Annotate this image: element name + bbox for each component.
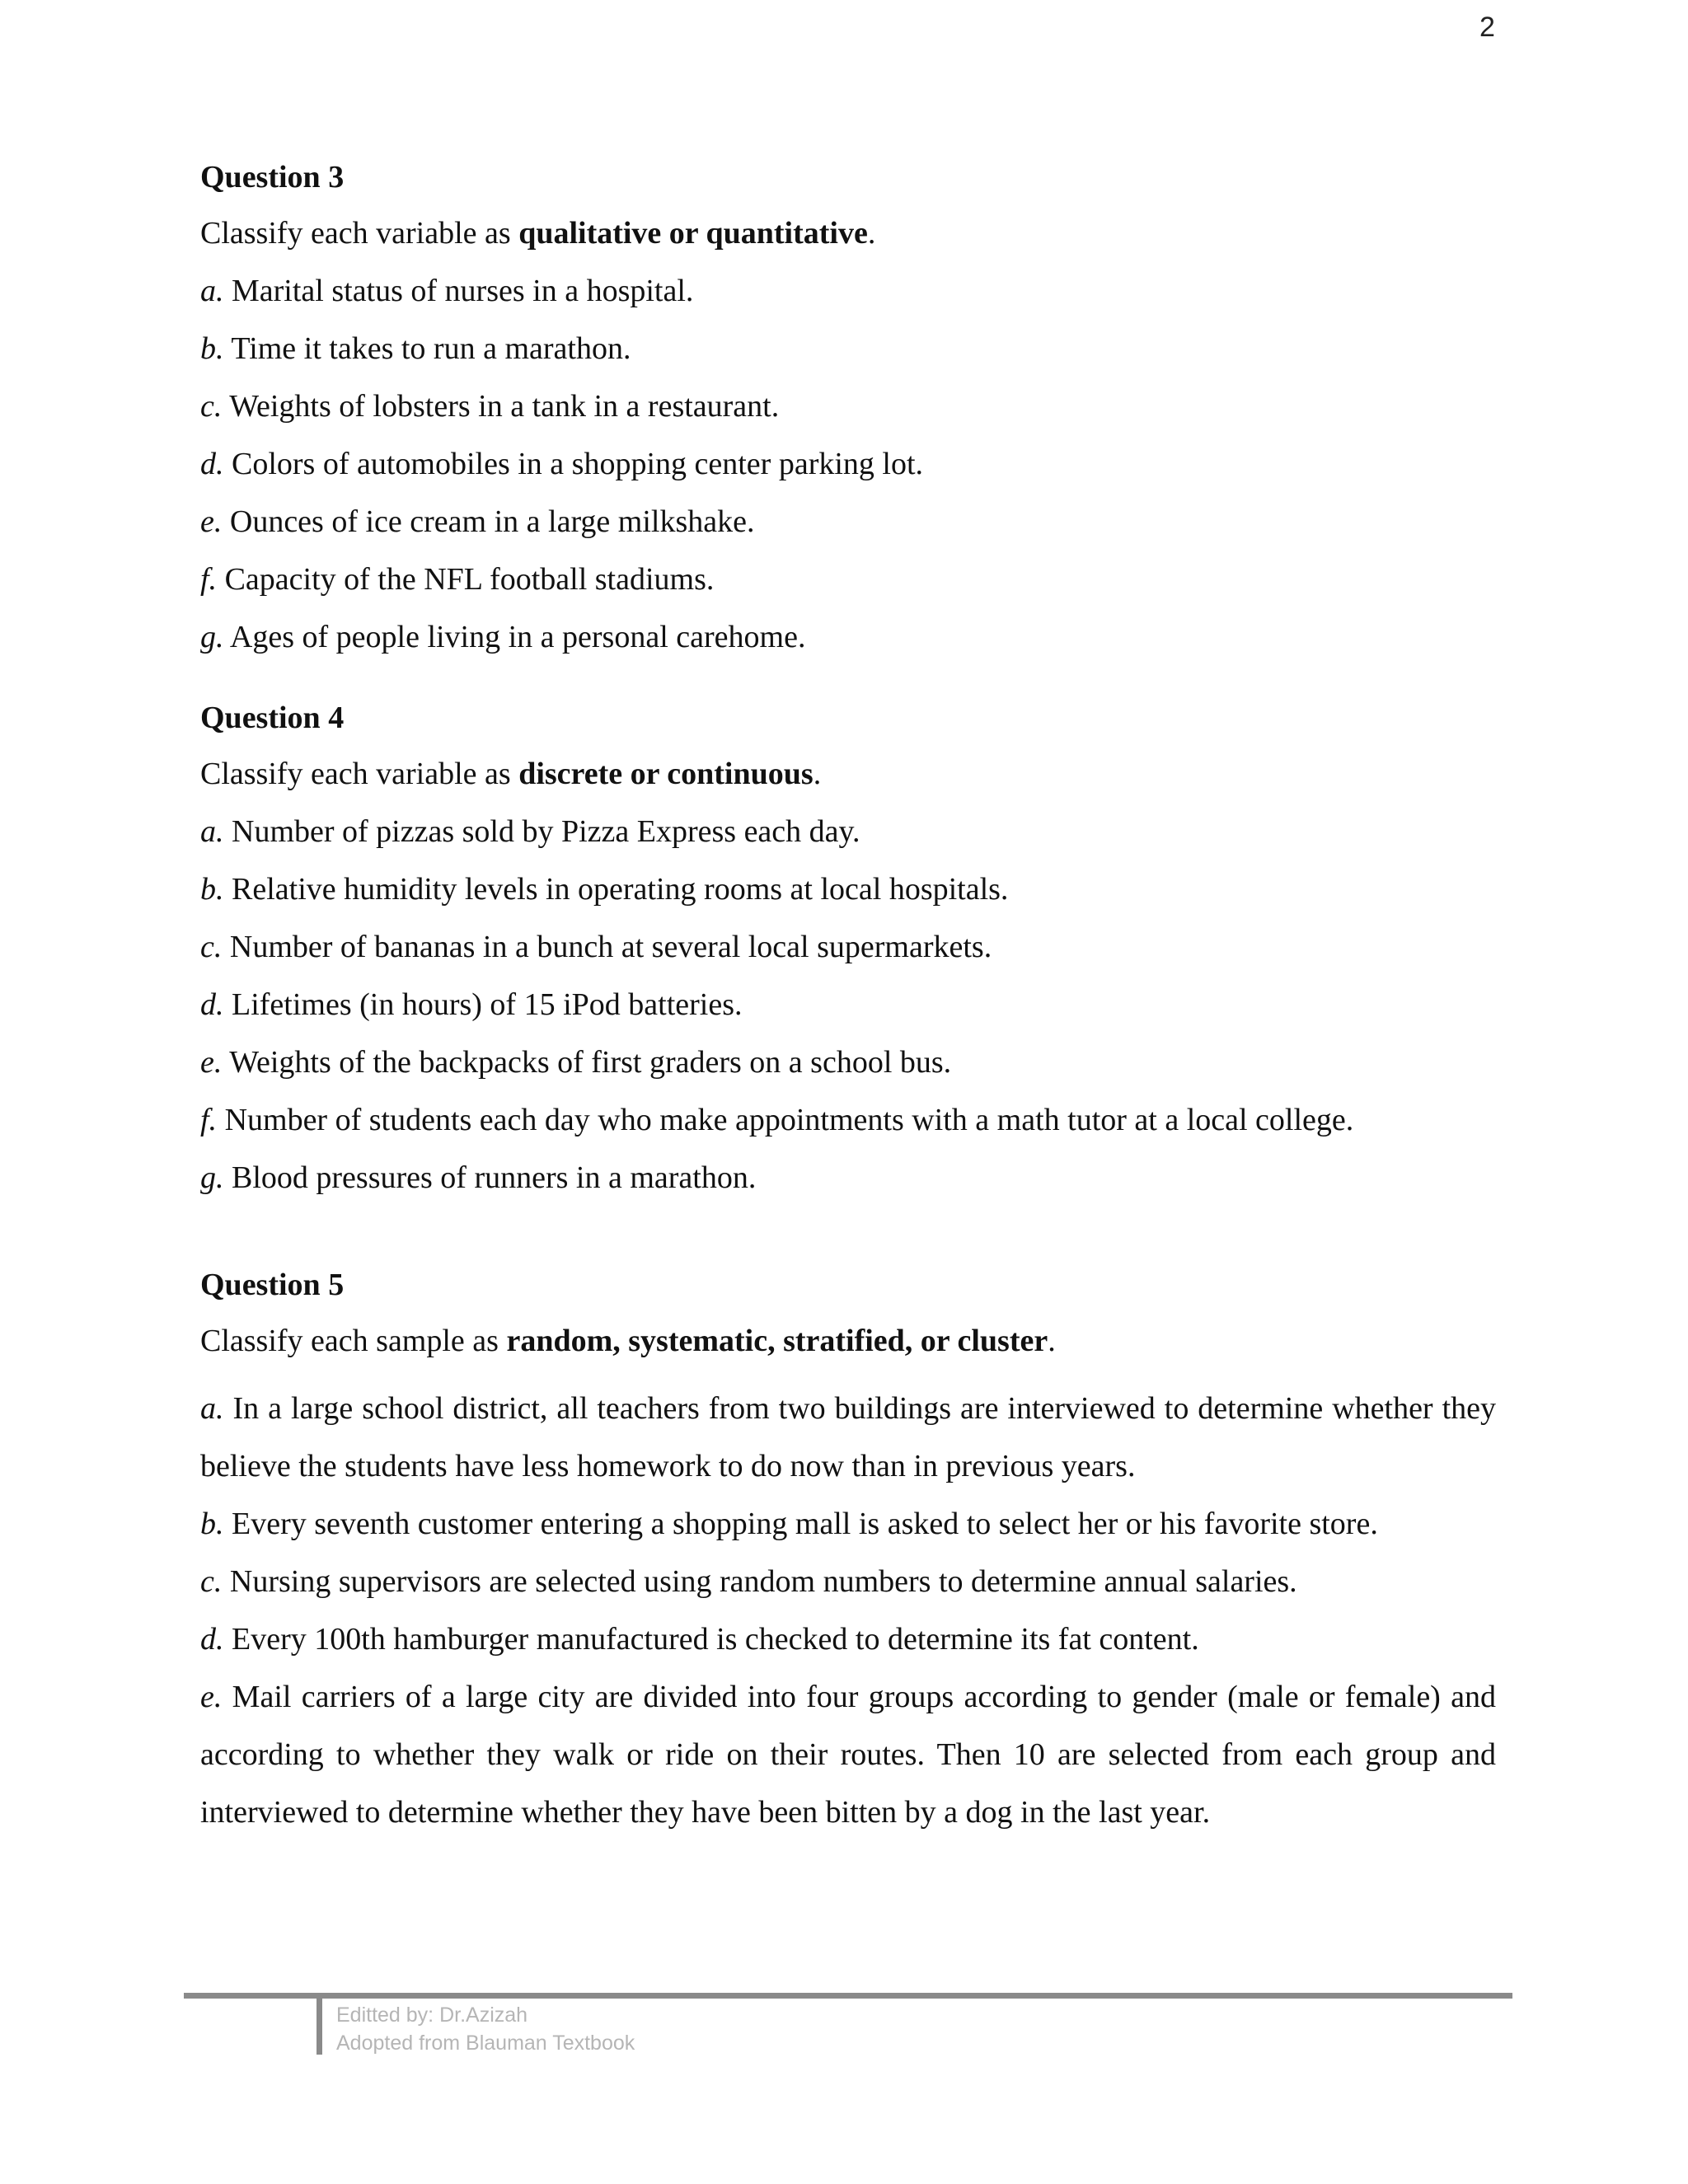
list-item	[200, 387, 1496, 425]
question-4-section	[200, 699, 1496, 1197]
question-5-instruction	[200, 1322, 1496, 1360]
item-letter: e.	[200, 1045, 223, 1080]
item-text: Ounces of ice cream in a large milkshake.	[222, 504, 755, 539]
item-text: Nursing supervisors are selected using random numbers to determine annual salaries.	[222, 1564, 1297, 1599]
question-5-section	[200, 1266, 1496, 1841]
list-item	[200, 1495, 1496, 1553]
item-text: Mail carriers of a large city are divided into four groups according to gender (male or female) and according to whether they walk or ride on their routes. Then 10 are selected from each group and interviewed to determine whether they have been bitten by a dog in the last year.	[200, 1680, 1496, 1830]
item-letter: c.	[200, 389, 223, 424]
question-4-instruction	[200, 755, 1496, 793]
item-letter: f.	[200, 562, 218, 597]
instruction-text: Classify each sample as	[200, 1324, 507, 1358]
list-item	[200, 330, 1496, 368]
list-item	[200, 928, 1496, 966]
list-item	[200, 1380, 1496, 1495]
footer-source: Adopted from Blauman Textbook	[336, 2032, 635, 2055]
item-text: Colors of automobiles in a shopping center parking lot.	[223, 447, 924, 481]
list-item	[200, 1553, 1496, 1610]
item-letter: a.	[200, 1391, 224, 1426]
item-text: Weights of the backpacks of first graders on a school bus.	[222, 1045, 952, 1080]
list-item	[200, 870, 1496, 908]
list-item	[200, 445, 1496, 483]
item-letter: b.	[200, 1507, 224, 1541]
footer	[336, 2001, 635, 2057]
item-text: Weights of lobsters in a tank in a restaurant.	[222, 389, 780, 424]
item-letter: a.	[200, 814, 224, 849]
item-letter: e.	[200, 1680, 223, 1714]
instruction-text: Classify each variable as	[200, 216, 519, 251]
list-item	[200, 1101, 1496, 1139]
item-text: In a large school district, all teachers from two buildings are interviewed to determine whether they believe the students have less homework to do now than in previous years.	[200, 1391, 1496, 1483]
item-letter: d.	[200, 447, 224, 481]
list-item	[200, 560, 1496, 598]
list-item	[200, 272, 1496, 310]
item-letter: c.	[200, 930, 223, 964]
list-item	[200, 1159, 1496, 1197]
document-body	[200, 158, 1496, 1884]
question-5-title: Question 5	[200, 1268, 345, 1302]
item-text: Relative humidity levels in operating rooms at local hospitals.	[223, 872, 1009, 907]
footer-accent-bar	[316, 1999, 322, 2055]
item-letter: c.	[200, 1564, 223, 1599]
instruction-end: .	[813, 757, 822, 791]
item-text: Every 100th hamburger manufactured is checked to determine its fat content.	[223, 1622, 1199, 1657]
item-text: Time it takes to run a marathon.	[223, 331, 631, 366]
question-3-instruction	[200, 214, 1496, 252]
question-3-section	[200, 158, 1496, 656]
item-letter: f.	[200, 1103, 218, 1137]
footer-editor: Editted by: Dr.Azizah	[336, 2004, 528, 2027]
list-item	[200, 986, 1496, 1024]
page-number: 2	[1479, 12, 1495, 43]
item-text: Number of pizzas sold by Pizza Express each day.	[223, 814, 860, 849]
item-text: Ages of people living in a personal carehome.	[223, 620, 806, 654]
item-text: Number of bananas in a bunch at several local supermarkets.	[222, 930, 992, 964]
instruction-end: .	[867, 216, 876, 251]
item-text: Every seventh customer entering a shopping mall is asked to select her or his favorite store.	[223, 1507, 1378, 1541]
item-text: Marital status of nurses in a hospital.	[223, 274, 694, 308]
footer-divider	[184, 1993, 1512, 1999]
list-item	[200, 1668, 1496, 1841]
item-letter: g.	[200, 1160, 224, 1195]
item-text: Blood pressures of runners in a marathon.	[223, 1160, 757, 1195]
list-item	[200, 618, 1496, 656]
instruction-text: Classify each variable as	[200, 757, 519, 791]
question-3-title: Question 3	[200, 160, 345, 194]
instruction-emphasis: random, systematic, stratified, or cluster	[506, 1324, 1048, 1358]
item-letter: b.	[200, 872, 224, 907]
item-text: Number of students each day who make appointments with a math tutor at a local college.	[217, 1103, 1354, 1137]
list-item	[200, 1610, 1496, 1668]
item-letter: b.	[200, 331, 224, 366]
list-item	[200, 503, 1496, 541]
list-item	[200, 1043, 1496, 1081]
item-letter: a.	[200, 274, 224, 308]
instruction-emphasis: qualitative or quantitative	[518, 216, 868, 251]
item-letter: g.	[200, 620, 224, 654]
instruction-emphasis: discrete or continuous	[518, 757, 814, 791]
list-item	[200, 813, 1496, 851]
question-4-title: Question 4	[200, 701, 345, 735]
item-letter: d.	[200, 987, 224, 1022]
item-text: Capacity of the NFL football stadiums.	[217, 562, 715, 597]
item-text: Lifetimes (in hours) of 15 iPod batteries.	[223, 987, 743, 1022]
item-letter: d.	[200, 1622, 224, 1657]
instruction-end: .	[1048, 1324, 1056, 1358]
item-letter: e.	[200, 504, 223, 539]
